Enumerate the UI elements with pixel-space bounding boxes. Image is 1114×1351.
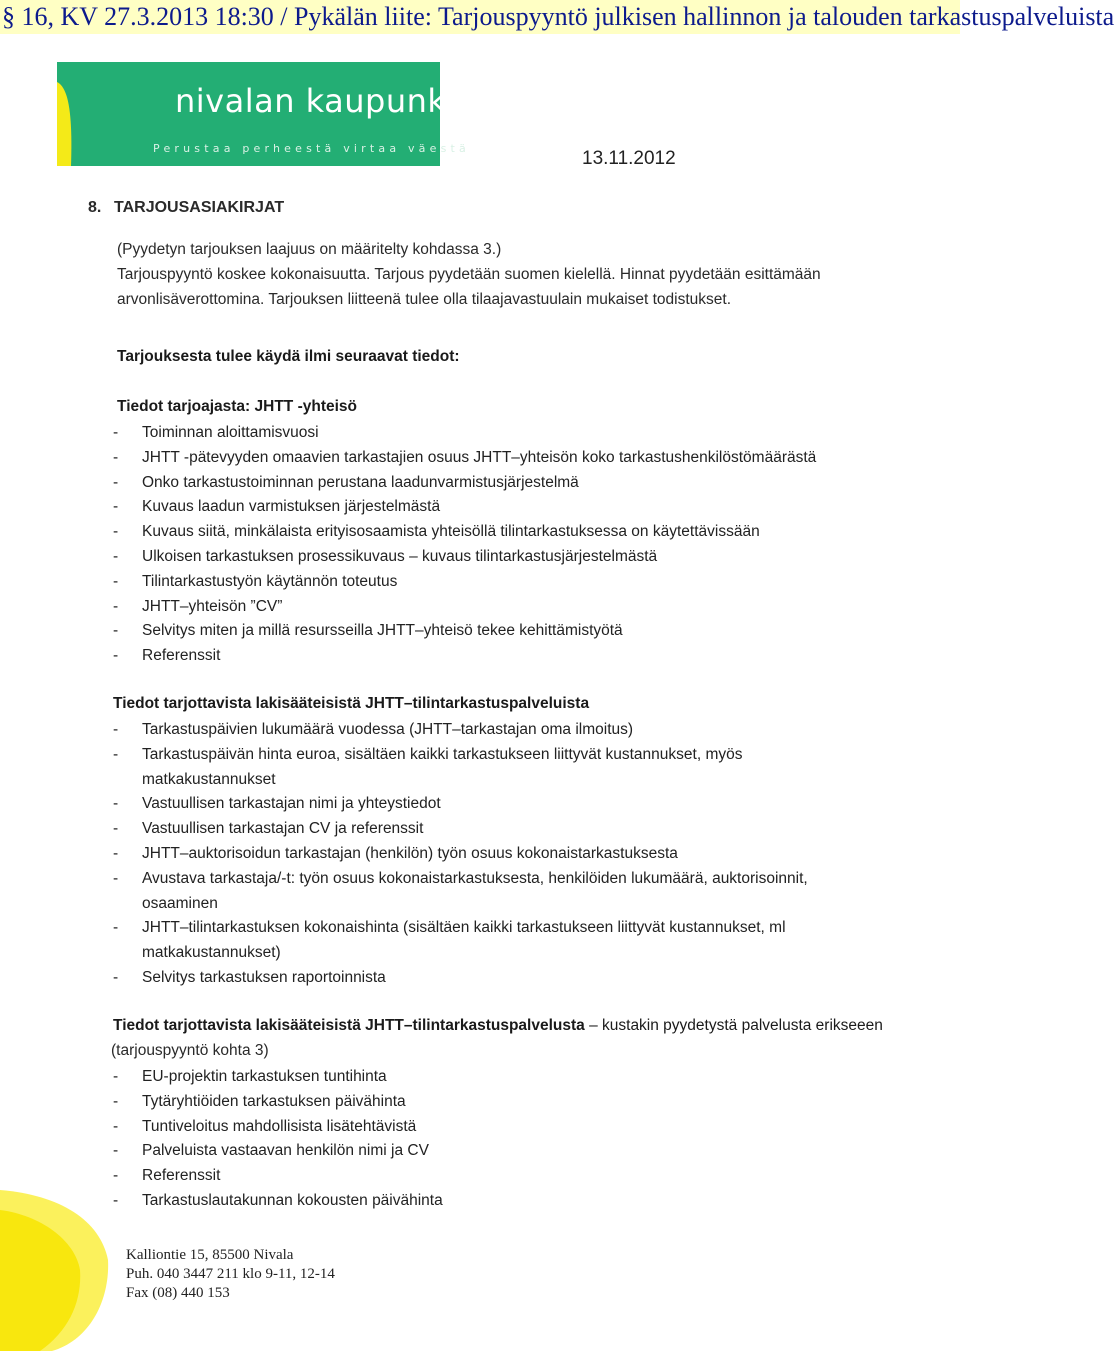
- list-item-continuation: osaaminen: [142, 894, 218, 912]
- list-item: - Referenssit: [113, 644, 816, 669]
- list-item: - Tarkastuspäivien lukumäärä vuodessa (JHTT–tarkastajan oma ilmoitus): [113, 718, 808, 743]
- list-item: - JHTT–yhteisön ”CV”: [113, 595, 816, 620]
- statutory-heading: Tiedot tarjottavista lakisääteisistä JHTT–tilintarkastuspalveluista: [113, 695, 590, 712]
- list-item: - Referenssit: [113, 1164, 443, 1189]
- list-item-continuation: matkakustannukset): [142, 944, 281, 962]
- list-item: - Palveluista vastaavan henkilön nimi ja CV: [113, 1139, 443, 1164]
- nivala-logo: [57, 62, 470, 166]
- list-item: - Tytäryhtiöiden tarkastuksen päivähinta: [113, 1090, 443, 1115]
- list-item: - JHTT–auktorisoidun tarkastajan (henkilön) työn osuus kokonaistarkastuksesta: [113, 842, 808, 867]
- non-statutory-heading-line2: (tarjouspyyntö kohta 3): [111, 1042, 269, 1059]
- section-number: 8.: [88, 199, 102, 216]
- list-item: - Tarkastuspäivän hinta euroa, sisältäen kaikki tarkastukseen liittyvät kustannukset, myös: [113, 743, 808, 768]
- list-item: - JHTT -pätevyyden omaavien tarkastajien osuus JHTT–yhteisön koko tarkastushenkilöstömäärästä: [113, 446, 816, 471]
- intro-line: arvonlisäverottomina. Tarjouksen liitteenä tulee olla tilaajavastuulain mukaiset todistukset.: [117, 291, 732, 308]
- list-item: - Tilintarkastustyön käytännön toteutus: [113, 570, 816, 595]
- non-statutory-list: [113, 1065, 443, 1214]
- non-statutory-heading-suffix: – kustakin pyydetystä palvelusta erikseeen: [584, 1017, 883, 1034]
- logo-tagline: Perustaa perheestä virtaa väestä: [153, 142, 470, 155]
- footer-address: Kalliontie 15, 85500 Nivala: [126, 1247, 294, 1263]
- list-item: - Onko tarkastustoiminnan perustana laadunvarmistusjärjestelmä: [113, 471, 816, 496]
- bidder-list: [113, 421, 816, 669]
- list-item: - EU-projektin tarkastuksen tuntihinta: [113, 1065, 443, 1090]
- list-item: - Vastuullisen tarkastajan CV ja referenssit: [113, 817, 808, 842]
- list-item: - Kuvaus laadun varmistuksen järjestelmästä: [113, 495, 816, 520]
- section-title: TARJOUSASIAKIRJAT: [114, 199, 285, 216]
- required-info-heading: Tarjouksesta tulee käydä ilmi seuraavat tiedot:: [117, 348, 460, 365]
- list-item: - JHTT–tilintarkastuksen kokonaishinta (sisältäen kaikki tarkastukseen liittyvät kustannukset, ml: [113, 916, 808, 941]
- list-item: - Vastuullisen tarkastajan nimi ja yhteystiedot: [113, 792, 808, 817]
- list-item: - Avustava tarkastaja/-t: työn osuus kokonaistarkastuksesta, henkilöiden lukumäärä, auktorisoinnit,: [113, 867, 808, 892]
- list-item: - Tuntiveloitus mahdollisista lisätehtävistä: [113, 1115, 443, 1140]
- non-statutory-heading-bold: Tiedot tarjottavista lakisääteisistä JHTT–tilintarkastuspalvelusta: [113, 1017, 585, 1034]
- list-item-continuation: matkakustannukset: [142, 770, 276, 788]
- list-item: - Selvitys tarkastuksen raportoinnista: [113, 966, 808, 991]
- list-item: - Tarkastuslautakunnan kokousten päivähinta: [113, 1189, 443, 1214]
- yellow-leaf-decoration: [0, 1190, 110, 1351]
- list-item: - Selvitys miten ja millä resursseilla JHTT–yhteisö tekee kehittämistyötä: [113, 619, 816, 644]
- list-item: - Toiminnan aloittamisvuosi: [113, 421, 816, 446]
- intro-line: (Pyydetyn tarjouksen laajuus on määritelty kohdassa 3.): [117, 241, 502, 258]
- document-header-banner: § 16, KV 27.3.2013 18:30 / Pykälän liite: Tarjouspyyntö julkisen hallinnon ja talouden tarkastuspalveluista: [0, 0, 960, 34]
- footer-fax: Fax (08) 440 153: [126, 1285, 230, 1301]
- section-heading: [88, 199, 284, 217]
- footer-contact: [126, 1246, 335, 1303]
- list-item: - Ulkoisen tarkastuksen prosessikuvaus – kuvaus tilintarkastusjärjestelmästä: [113, 545, 816, 570]
- intro-line: Tarjouspyyntö koskee kokonaisuutta. Tarjous pyydetään suomen kielellä. Hinnat pyydetään esittämään: [117, 266, 821, 283]
- bidder-heading: Tiedot tarjoajasta: JHTT -yhteisö: [117, 398, 358, 415]
- document-date: 13.11.2012: [582, 148, 676, 169]
- logo-name: nivalan kaupunki: [175, 82, 456, 120]
- statutory-list: [113, 718, 808, 991]
- footer-phone: Puh. 040 3447 211 klo 9-11, 12-14: [126, 1266, 335, 1282]
- non-statutory-heading: [113, 1017, 883, 1035]
- list-item: - Kuvaus siitä, minkälaista erityisosaamista yhteisöllä tilintarkastuksessa on käytettävissään: [113, 520, 816, 545]
